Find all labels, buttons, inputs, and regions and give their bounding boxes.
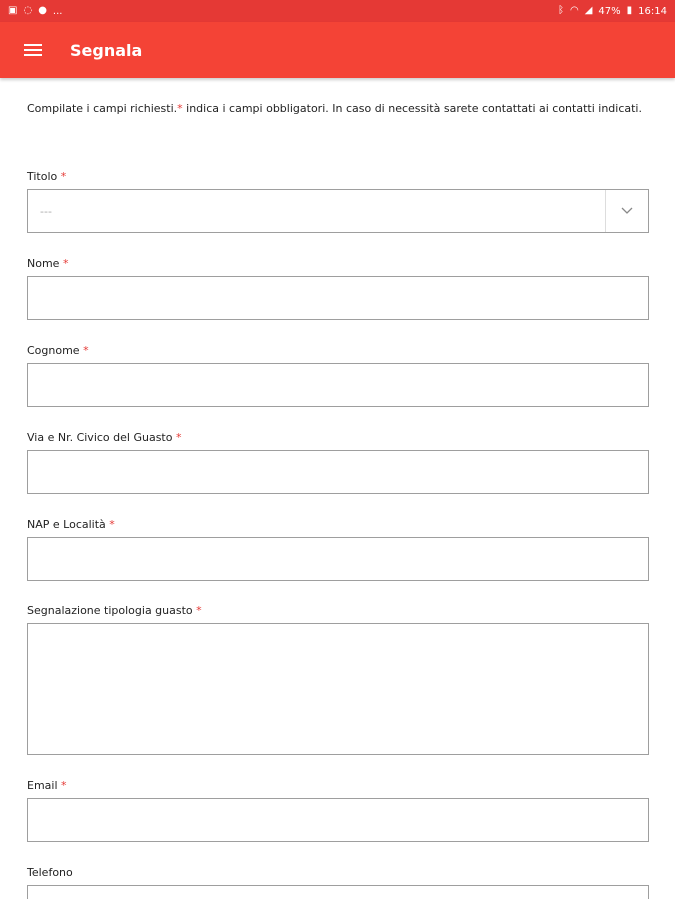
field-nap <box>27 517 649 533</box>
telefono-input[interactable] <box>27 885 649 899</box>
field-email <box>27 778 649 794</box>
email-label-text: Email <box>27 779 58 792</box>
nome-label <box>27 256 649 272</box>
field-via <box>27 430 649 446</box>
titolo-select-value: --- <box>40 204 52 218</box>
telefono-label-text: Telefono <box>27 866 73 879</box>
via-required: * <box>175 431 182 444</box>
status-time: 16:14 <box>638 5 667 17</box>
titolo-label <box>27 169 649 185</box>
status-left <box>8 6 62 17</box>
cognome-input[interactable] <box>27 363 649 407</box>
battery-icon: ▮ <box>626 5 633 16</box>
nome-input[interactable] <box>27 276 649 320</box>
bluetooth-icon: ᛒ <box>557 5 564 16</box>
dot-icon: ● <box>38 5 47 16</box>
app-bar <box>0 22 675 78</box>
field-titolo <box>27 169 649 218</box>
chat-icon: ◌ <box>23 5 33 16</box>
email-input[interactable] <box>27 798 649 842</box>
field-nome <box>27 256 649 272</box>
intro-asterisk: * <box>177 102 183 115</box>
nap-label-text: NAP e Località <box>27 518 106 531</box>
tipologia-label <box>27 603 649 619</box>
nome-label-text: Nome <box>27 257 60 270</box>
cognome-label <box>27 343 649 359</box>
tipologia-label-text: Segnalazione tipologia guasto <box>27 604 193 617</box>
nap-label <box>27 517 649 533</box>
titolo-label-text: Titolo <box>27 170 58 183</box>
status-more: ... <box>52 5 63 17</box>
chevron-down-icon[interactable] <box>606 190 648 232</box>
nap-required: * <box>109 518 115 531</box>
image-icon: ▣ <box>8 5 18 16</box>
status-right <box>558 6 667 17</box>
menu-icon[interactable] <box>24 43 42 57</box>
battery-percent: 47% <box>598 5 621 17</box>
email-label <box>27 778 649 794</box>
tipologia-textarea[interactable] <box>27 623 649 755</box>
titolo-select[interactable] <box>27 189 649 233</box>
intro-text-after: indica i campi obbligatori. In caso di necessità sarete contattati ai contatti indicati. <box>182 102 642 115</box>
field-cognome <box>27 343 649 359</box>
signal-icon: ◢ <box>584 5 593 16</box>
email-required: * <box>61 779 67 792</box>
status-bar <box>0 0 675 22</box>
nome-required: * <box>62 257 69 270</box>
cognome-required: * <box>83 344 89 357</box>
cognome-label-text: Cognome <box>27 344 80 357</box>
via-label-text: Via e Nr. Civico del Guasto <box>27 431 173 444</box>
page-title: Segnala <box>70 40 143 60</box>
intro-text-before: Compilate i campi richiesti. <box>27 102 178 115</box>
form-intro <box>27 96 649 122</box>
wifi-icon: ◠ <box>569 5 579 16</box>
field-telefono <box>27 865 649 881</box>
telefono-label <box>27 865 649 881</box>
titolo-required: * <box>60 170 67 183</box>
tipologia-required: * <box>196 604 202 617</box>
nap-input[interactable] <box>27 537 649 581</box>
via-input[interactable] <box>27 450 649 494</box>
intro-text <box>27 96 649 122</box>
field-tipologia <box>27 603 649 619</box>
via-label <box>27 430 649 446</box>
